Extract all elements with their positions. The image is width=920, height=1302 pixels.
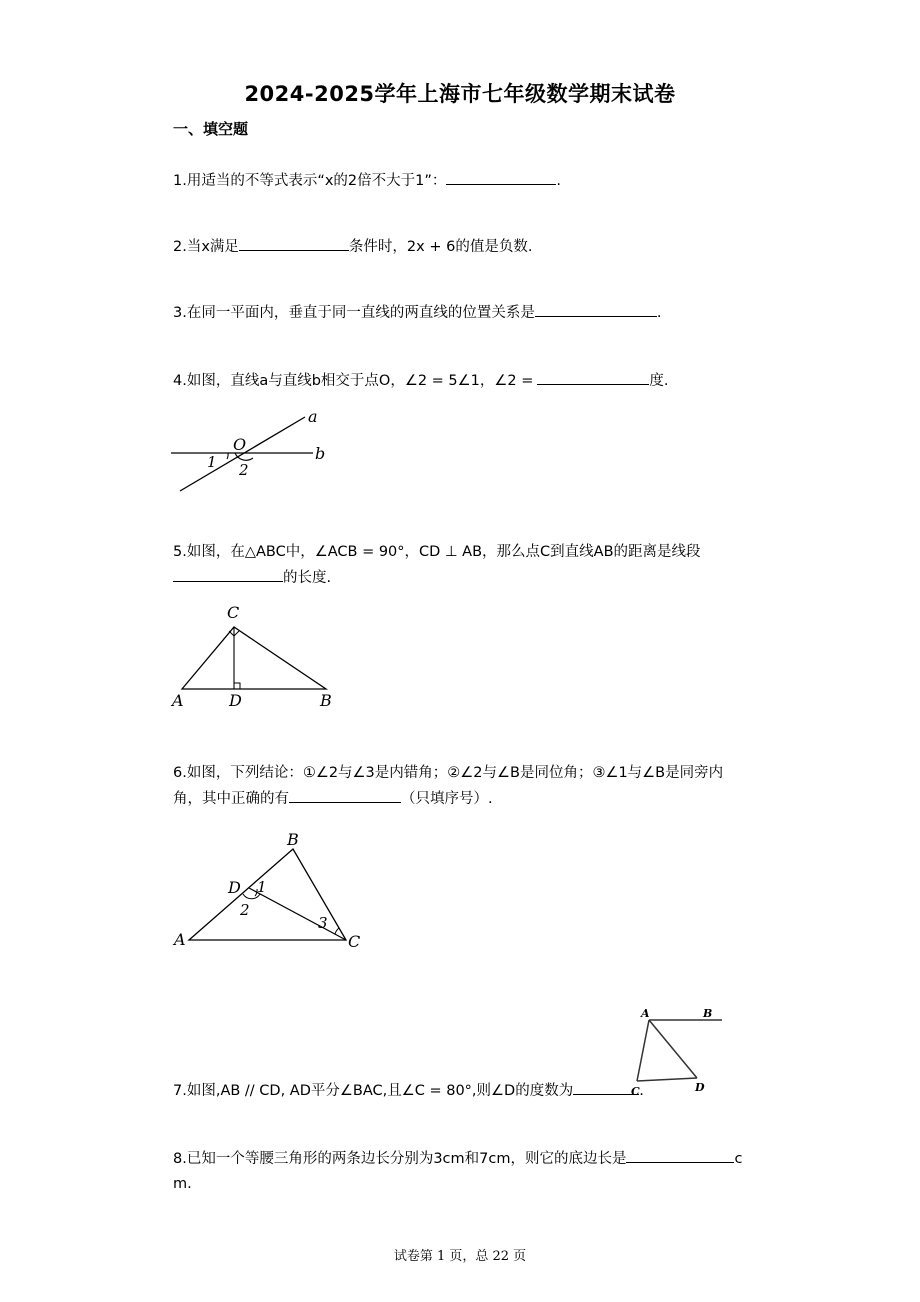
fig6-label-C: C (348, 932, 361, 951)
section-heading: 一、填空题 (173, 120, 249, 138)
question-7-text: 7.如图,AB // CD, AD平分∠BAC,且∠C = 80°,则∠D的度数为 (173, 1083, 574, 1099)
figure-6-triangle (165, 828, 375, 953)
question-1-text: 1.用适当的不等式表示“x的2倍不大于1”： (173, 173, 447, 189)
question-6-line2: 角，其中正确的有 (173, 791, 289, 807)
fig5-label-C: C (227, 603, 240, 622)
fig6-label-A: A (174, 930, 186, 949)
page-footer: 试卷第 1 页，总 22 页 (393, 1249, 527, 1264)
question-7-end: . (639, 1083, 644, 1099)
question-6-line2-end: （只填序号）. (401, 791, 493, 807)
answer-blank-4[interactable] (537, 368, 649, 385)
question-5-line1: 5.如图，在△ABC中，∠ACB = 90°，CD ⊥ AB，那么点C到直线AB的距离是线段 (173, 544, 701, 560)
question-6 (173, 761, 723, 812)
fig5-label-B: B (320, 691, 332, 710)
fig6-label-D: D (228, 878, 241, 897)
question-3-end: . (656, 305, 662, 321)
fig6-label-B: B (287, 830, 299, 849)
answer-blank-1[interactable] (446, 168, 556, 185)
question-8-line1-end: c (734, 1151, 743, 1167)
question-2 (173, 234, 532, 260)
question-4 (173, 368, 668, 394)
fig5-label-A: A (172, 691, 184, 710)
fig5-label-D: D (229, 691, 242, 710)
fig4-label-b: b (315, 444, 326, 463)
question-7 (173, 1078, 644, 1104)
answer-blank-6[interactable] (289, 786, 401, 803)
fig7-label-A: A (641, 1007, 650, 1020)
page-title: 2024-2025学年上海市七年级数学期末试卷 (244, 82, 676, 106)
question-3-text: 3.在同一平面内，垂直于同一直线的两直线的位置关系是 (173, 305, 535, 321)
question-2-post: 条件时，2x + 6的值是负数. (348, 239, 533, 255)
question-6-line1: 6.如图，下列结论：①∠2与∠3是内错角；②∠2与∠B是同位角；③∠1与∠B是同旁内 (173, 765, 724, 781)
answer-blank-5[interactable] (173, 565, 283, 582)
fig6-label-1: 1 (257, 878, 267, 896)
question-1 (173, 168, 561, 194)
fig4-label-O: O (233, 435, 247, 454)
question-3 (173, 300, 661, 326)
fig4-label-a: a (308, 407, 318, 426)
question-4-text: 4.如图，直线a与直线b相交于点O，∠2 = 5∠1，∠2 = (173, 373, 534, 389)
question-4-end: 度. (649, 373, 669, 389)
question-8 (173, 1146, 742, 1197)
figure-7-parallel-lines (625, 1002, 725, 1100)
question-8-line1: 8.已知一个等腰三角形的两条边长分别为3cm和7cm，则它的底边长是 (173, 1151, 627, 1167)
fig4-label-2: 2 (239, 461, 249, 479)
fig4-label-1: 1 (207, 453, 217, 471)
fig7-label-C: C (631, 1085, 640, 1098)
fig6-label-3: 3 (318, 914, 328, 932)
question-5-line2: 的长度. (283, 570, 332, 586)
figure-5-right-triangle (165, 598, 345, 713)
fig6-label-2: 2 (240, 901, 250, 919)
question-1-end: . (556, 173, 561, 189)
fig7-label-D: D (695, 1081, 705, 1094)
question-5 (173, 540, 701, 591)
answer-blank-2[interactable] (239, 234, 349, 251)
answer-blank-3[interactable] (535, 300, 657, 317)
question-2-pre: 2.当x满足 (173, 239, 239, 255)
question-8-line2: m. (173, 1176, 192, 1192)
figure-4-intersecting-lines (165, 405, 345, 500)
answer-blank-8[interactable] (626, 1146, 734, 1163)
fig7-label-B: B (703, 1007, 713, 1020)
